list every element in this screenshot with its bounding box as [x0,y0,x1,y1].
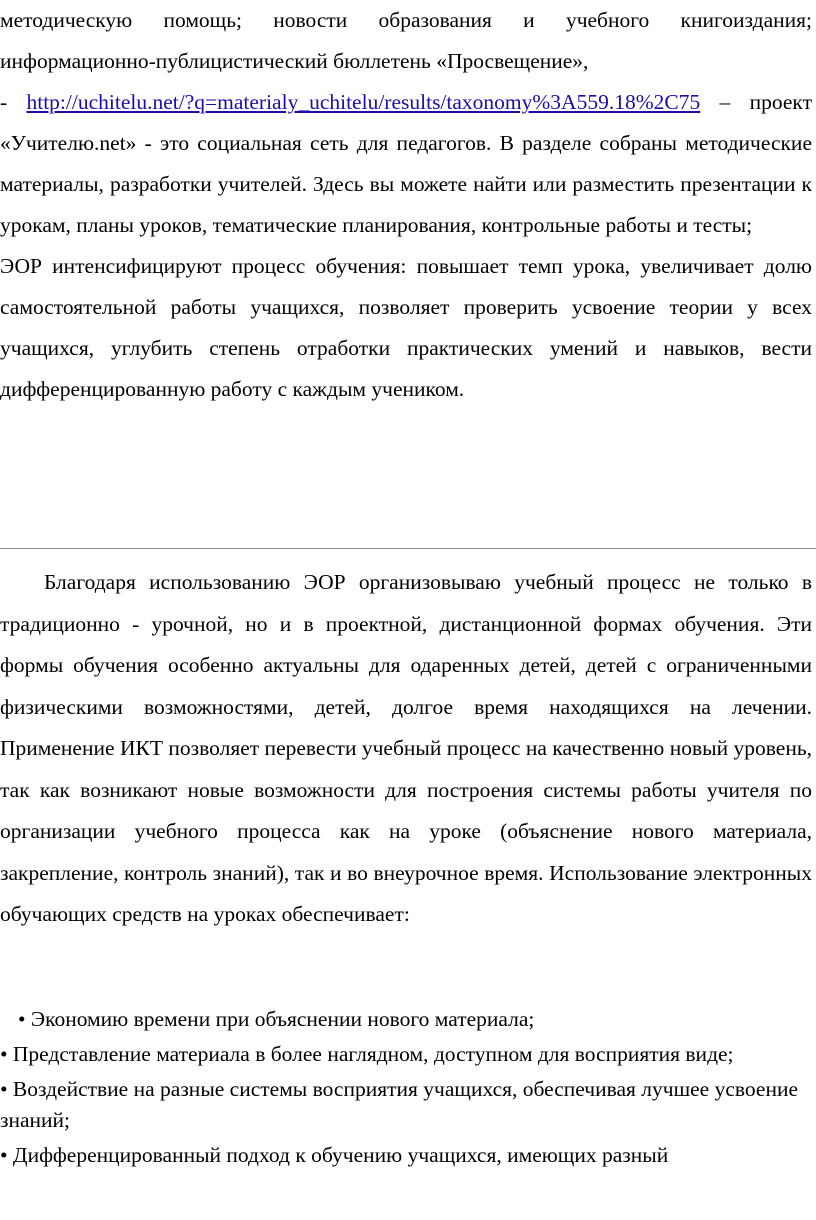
uchitelu-description: – проект «Учителю.net» - это социальная сеть для педагогов. В разделе собраны методические материалы, разработки учителей. Здесь вы можете найти или разместить презентации к урокам, планы уроков, тематические планирования, контрольные работы и тесты; [0,90,812,237]
list-item: • Экономию времени при объяснении нового материала; [18,1007,535,1031]
section-resources [0,0,812,410]
paragraph-uchitelu [0,82,812,246]
dash-prefix: - [0,90,27,114]
list-item: • Воздействие на разные системы восприятия учащихся, обеспечивая лучшее усвоение знаний; [0,1077,799,1132]
paragraph-eor-intensify: ЭОР интенсифицируют процесс обучения: повышает темп урока, увеличивает долю самостоятельной работы учащихся, позволяет проверить усвоение теории у всех учащихся, углубить степень отработки практических умений и навыков, вести дифференцированную работу с каждым учеником. [0,254,812,401]
section-eor-usage [0,562,812,936]
paragraph-prosveshchenie: методическую помощь; новости образования и учебного книгоиздания; информационно-публицистический бюллетень «Просвещение», [0,8,812,73]
paragraph-eor-usage: Благодаря использованию ЭОР организовываю учебный процесс не только в традиционно - урочной, но и в проектной, дистанционной формах обучения. Эти формы обучения особенно актуальны для одаренных детей, детей с ограниченными физическими возможностями, детей, долгое время находящихся на лечении. Применение ИКТ позволяет перевести учебный процесс на качественно новый уровень, так как возникают новые возможности для построения системы работы учителя по организации учебного процесса как на уроке (объяснение нового материала, закрепление, контроль знаний), так и во внеурочное время. Использование электронных обучающих средств на уроках обеспечивает: [0,570,812,926]
benefits-list [0,1004,812,1175]
list-item: • Дифференцированный подход к обучению учащихся, имеющих разный [0,1143,669,1167]
page-divider [0,548,816,549]
list-item: • Представление материала в более наглядном, доступном для восприятия виде; [0,1042,734,1066]
uchitelu-link[interactable]: http://uchitelu.net/?q=materialy_uchitelu/results/taxonomy%3A559.18%2C75 [26,90,701,114]
